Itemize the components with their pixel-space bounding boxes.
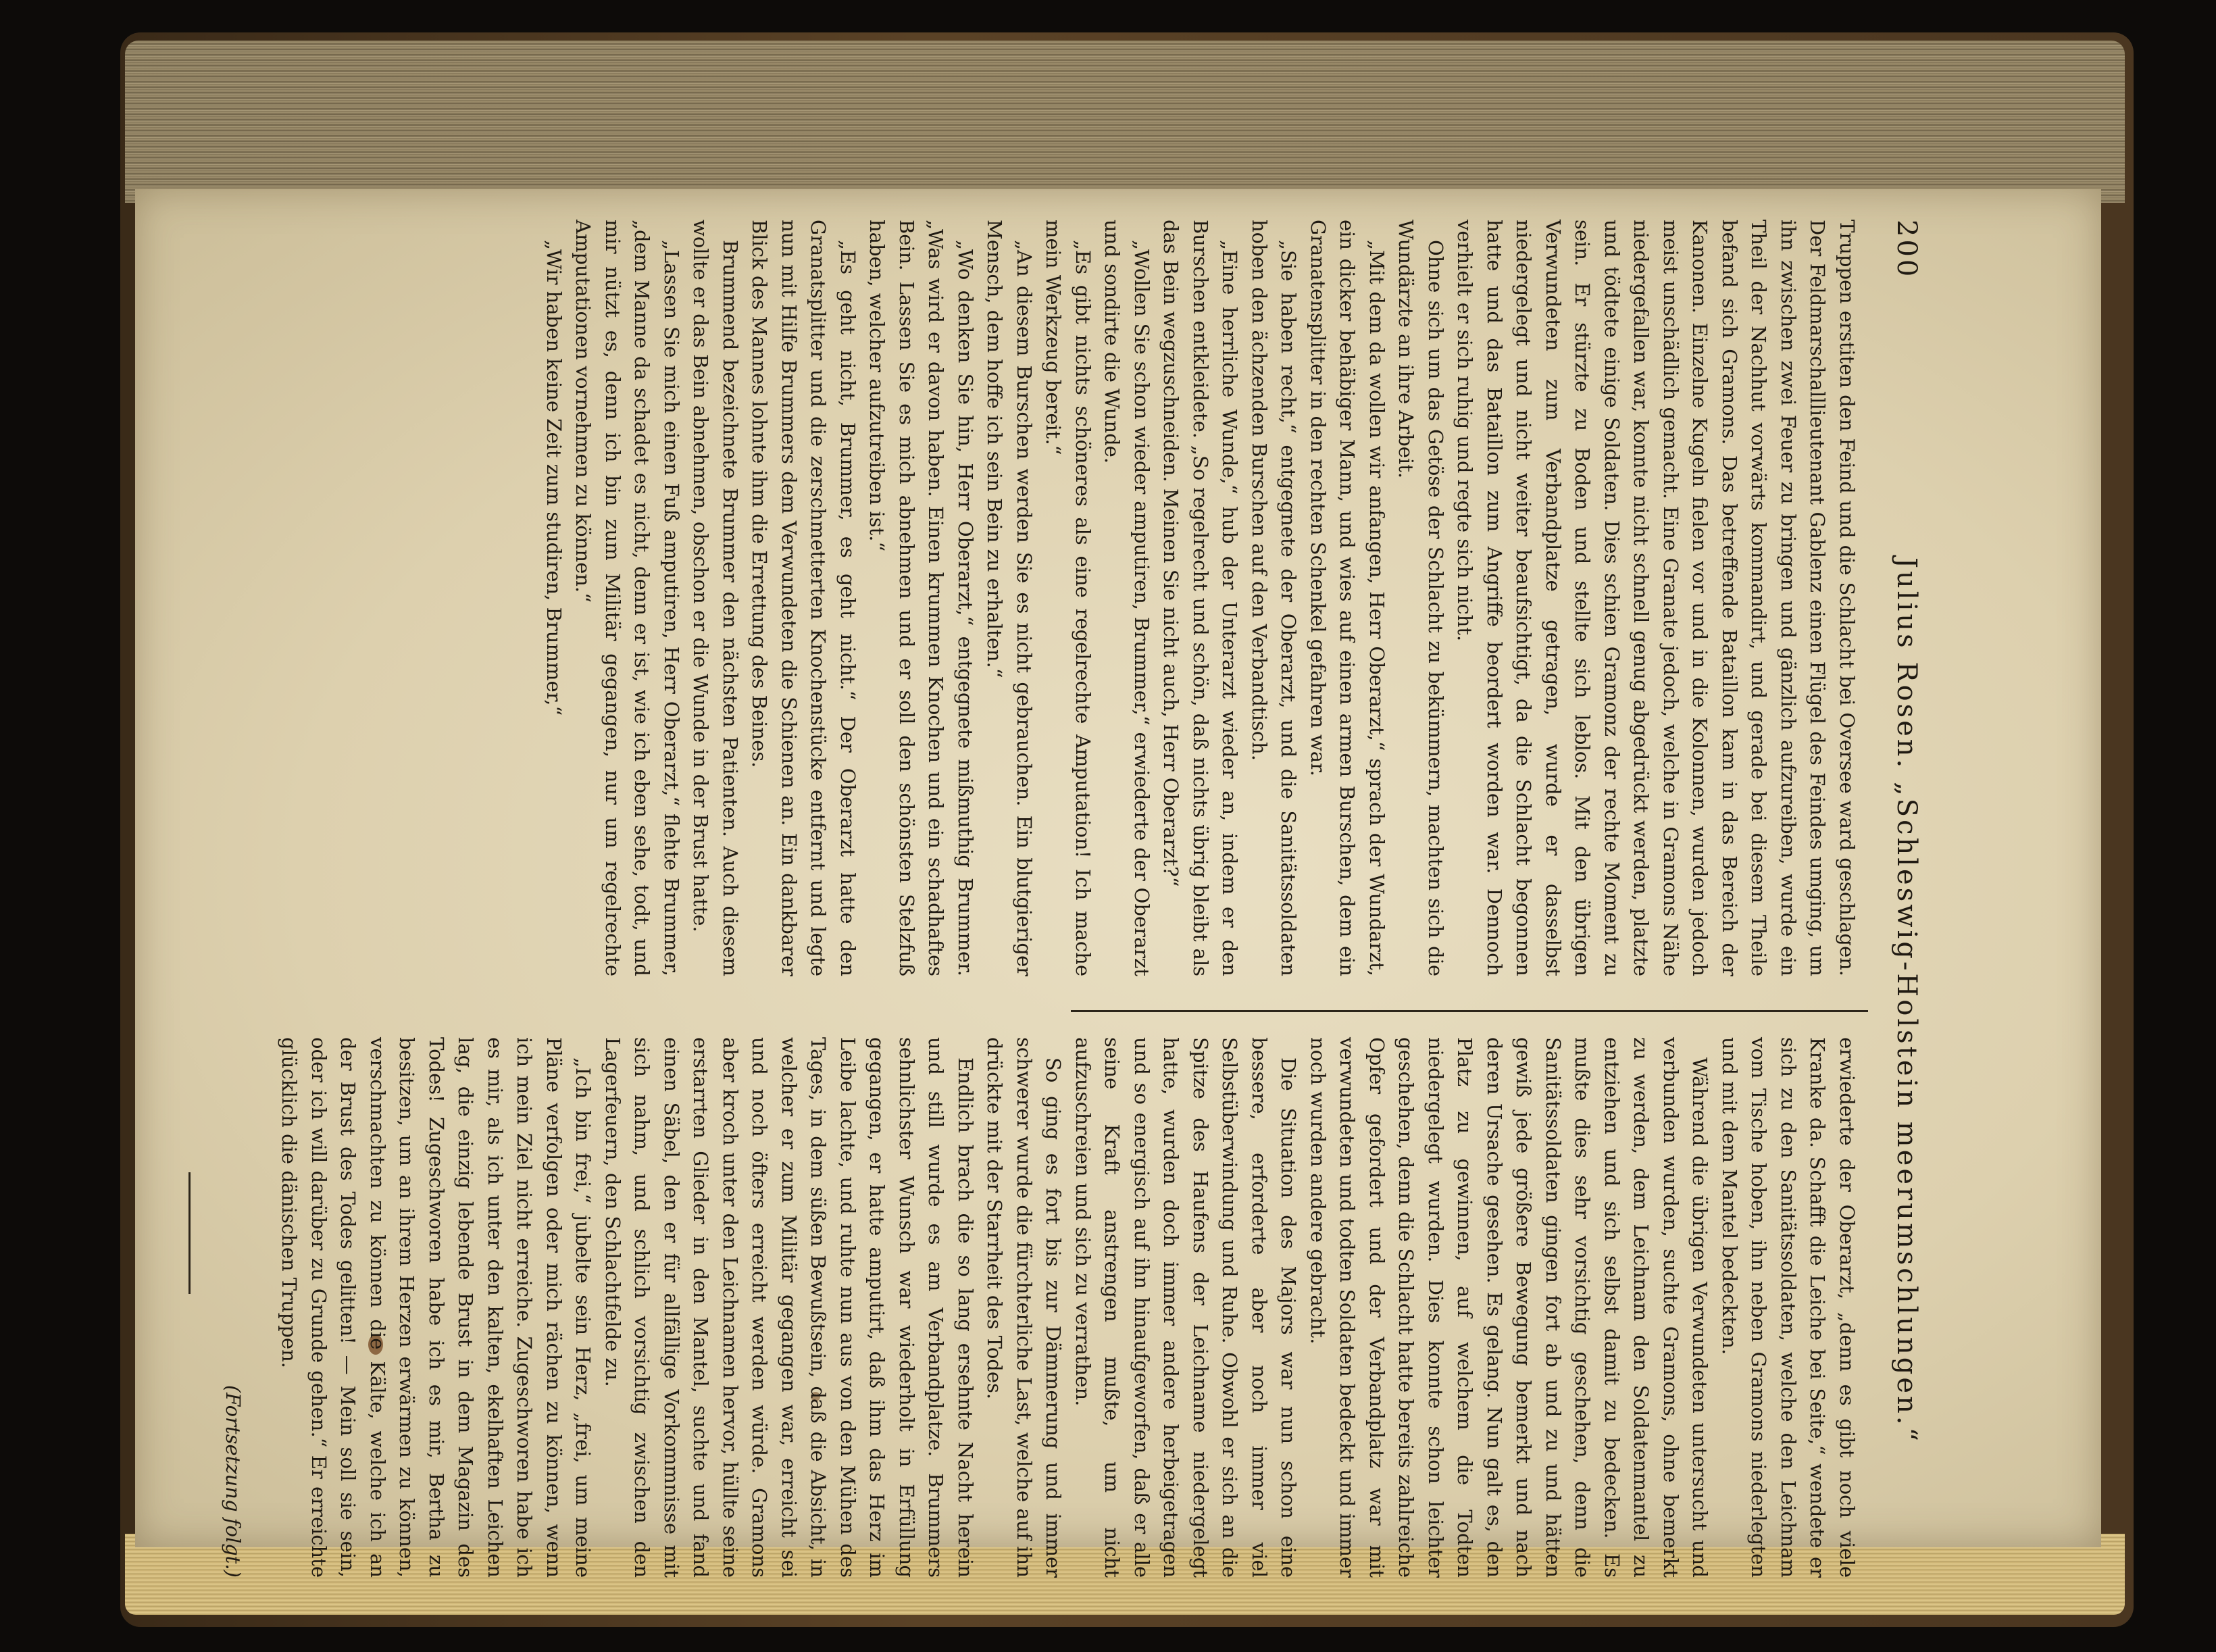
paragraph: „Sie haben recht,“ entgegnete der Oberarzt, und die Sanitätssoldaten hoben den ächzenden Burschen auf den Verbandtisch. <box>1248 220 1301 976</box>
right-column <box>189 1037 1862 1578</box>
rotated-text-frame <box>222 193 2003 1578</box>
running-header <box>1882 193 1922 1544</box>
paragraph: „Es gibt nichts schöneres als eine regelrechte Amputation! Ich mache mein Werkzeug bereit.“ <box>1042 220 1094 976</box>
paragraph: Brummend bezeichnete Brummer den nächsten Patienten. Auch diesem wollte er das Bein abnehmen, obschon er die Wunde in der Brust hatte. <box>689 220 742 976</box>
paragraph: Endlich brach die so lang ersehnte Nacht herein und still wurde es am Verbandplatze. Brummers sehnlichster Wunsch war wiederholt in Erfüllung gegangen, er hatte amputirt, daß ihm das Herz im Leibe lachte, und ruhte nun aus von den Mühen des Tages, in dem süßen Bewußtsein, daß die Absicht, in welcher er zum Militär gegangen war, erreicht sei und noch öfters erreicht werden würde. Gramons aber kroch unter den Leichnamen hervor, hüllte seine erstarrten Glieder in den Mantel, suchte und fand einen Säbel, den er für allfällige Vorkommnisse mit sich nahm, und schlich vorsichtig zwischen den Lagerfeuern, den Schlachtfelde zu. <box>601 1037 977 1578</box>
book-page <box>135 189 2101 1578</box>
paragraph: „Eine herrliche Wunde,“ hub der Unterarzt wieder an, indem er den Burschen entkleidete. „So regelrecht und schön, daß nichts übrig bleibt als das Bein wegzuschneiden. Meinen Sie nicht auch, Herr Oberarzt?“ <box>1159 220 1242 976</box>
paragraph: „Wollen Sie schon wieder amputiren, Brummer,“ erwiederte der Oberarzt und sondirte die Wunde. <box>1101 220 1153 976</box>
end-rule <box>189 1172 191 1294</box>
paragraph: Truppen erstiten den Feind und die Schlacht bei Oversee ward geschlagen. Der Feldmarschalllieutenant Gablenz einen Flügel des Feindes umging, um ihn zwischen zwei Feuer zu bringen und gänzlich aufzureiben, wurde ein Theil der Nachhut vorwärts kommandirt, und gerade bei diesem Theile befand sich Gramons. Das betreffende Bataillon kam in das Bereich der Kanonen. Einzelne Kugeln fielen vor und in die Kolonnen, wurden jedoch meist unschädlich gemacht. Eine Granate jedoch, welche in Gramons Nähe niedergefallen war, konnte nicht schnell genug abgedrückt werden, platzte und tödtete einige Soldaten. Dies schien Gramonz der rechte Moment zu sein. Er stürzte zu Boden und stellte sich leblos. Mit den übrigen Verwundeten zum Verbandplatze getragen, wurde er dasselbst niedergelegt und nicht weiter beaufsichtigt, da die Schlacht begonnen hatte und das Bataillon zum Angriffe beordert worden war. Dennoch verhielt er sich ruhig und regte sich nicht. <box>1453 220 1859 976</box>
paragraph: „Wo denken Sie hin, Herr Oberarzt,“ entgegnete mißmuthig Brummer. „Was wird er davon haben. Einen krummen Knochen und ein schadhaftes Bein. Lassen Sie es mich abnehmen und er soll den schönsten Stelzfuß haben, welcher aufzutreiben ist.“ <box>865 220 977 976</box>
paragraph: „Wir haben keine Zeit zum studiren, Brummer,“ <box>543 240 565 716</box>
paragraph: „Ich bin frei,“ jubelte sein Herz, „frei, um meine Pläne verfolgen oder mich rächen zu können, wenn ich mein Ziel nicht erreiche. Zugeschworen habe ich es mir, als ich unter den kalten, ekelhaften Leichen lag, die einzig lebende Brust in dem Magazin des Todes! Zugeschworen habe ich es mir, Bertha zu besitzen, um an ihrem Herzen erwärmen zu können, verschmachten zu können die Kälte, welche ich an der Brust des Todes gelitten! — Mein soll sie sein, oder ich will darüber zu Grunde gehen.“ Er erreichte glücklich die dänischen Truppen. <box>278 1037 595 1578</box>
paragraph: „Lassen Sie mich einen Fuß amputiren, Herr Oberarzt,“ flehte Brummer, „dem Manne da schadet es nicht, denn er ist, wie ich eben sehe, todt, und mir nützt es, denn ich bin zum Militär gegangen, nur um regelrechte Amputationen vornehmen zu können.“ <box>572 220 683 976</box>
paragraph: Ohne sich um das Getöse der Schlacht zu bekümmern, machten sich die Wundärzte an ihre Arbeit. <box>1394 220 1447 976</box>
paragraph: „An diesem Burschen werden Sie es nicht gebrauchen. Ein blutgieriger Mensch, dem hoffe ich sein Bein zu erhalten.“ <box>983 220 1036 976</box>
paragraph: Während die übrigen Verwundeten untersucht und verbunden wurden, suchte Gramons, ohne bemerkt zu werden, dem Leichnam den Soldatenmantel zu entziehen und sich selbst damit zu bedecken. Es mußte dies sehr vorsichtig geschehen, denn die Sanitätssoldaten gingen fort ab und zu und hätten gewiß jede größere Bewegung bemerkt und nach deren Ursache gesehen. Es gelang. Nun galt es, den Platz zu gewinnen, auf welchem die Todten niedergelegt wurden. Dies konnte schon leichter geschehen, denn die Schlacht hatte bereits zahlreiche Opfer gefordert und der Verbandplatz war mit verwundeten und todten Soldaten bedeckt und immer noch wurden andere gebracht. <box>1307 1037 1712 1578</box>
paragraph: „Es geht nicht, Brummer, es geht nicht.“ Der Oberarzt hatte den Granatsplitter und die zerschmetterten Knochenstücke entfernt und legte nun mit Hilfe Brummers dem Verwundeten die Schienen an. Ein dankbarer Blick des Mannes lohnte ihm die Errettung des Beines. <box>748 220 859 976</box>
left-column <box>539 220 1862 976</box>
paragraph: „Mit dem da wollen wir anfangen, Herr Oberarzt,“ sprach der Wundarzt, ein dicker behäbiger Mann, und wies auf einen armen Burschen, dem ein Granatensplitter in den rechten Schenkel gefahren war. <box>1307 220 1388 976</box>
paragraph: erwiederte der Oberarzt, „denn es gibt noch viele Kranke da. Schafft die Leiche bei Seite,“ wendete er sich zu den Sanitätssoldaten, welche den Leichnam vom Tische hoben, ihn neben Gramons niederlegten und mit dem Mantel bedeckten. <box>1718 1037 1859 1578</box>
column-divider <box>1071 1010 1868 1012</box>
running-title: Julius Rosen. „Schleswig-Holstein meerumschlungen.“ <box>1891 557 1922 1445</box>
continued-note: (Fortsetzung folgt.) <box>222 1384 245 1578</box>
page-number: 200 <box>1891 220 1922 280</box>
page-edges-top <box>125 41 2125 203</box>
paragraph: So ging es fort bis zur Dämmerung und immer schwerer wurde die fürchterliche Last, welche auf ihn drückte mit der Starrheit des Todes. <box>983 1037 1065 1578</box>
paragraph: Die Situation des Majors war nun schon eine bessere, erforderte aber noch immer viel Selbstüberwindung und Ruhe. Obwohl er sich an die Spitze des Haufens der Leichname niedergelegt hatte, wurden doch immer andere herbeigetragen und so energisch auf ihn hinaufgeworfen, daß er alle seine Kraft anstrengen mußte, um nicht aufzuschreien und sich zu verrathen. <box>1072 1037 1301 1578</box>
